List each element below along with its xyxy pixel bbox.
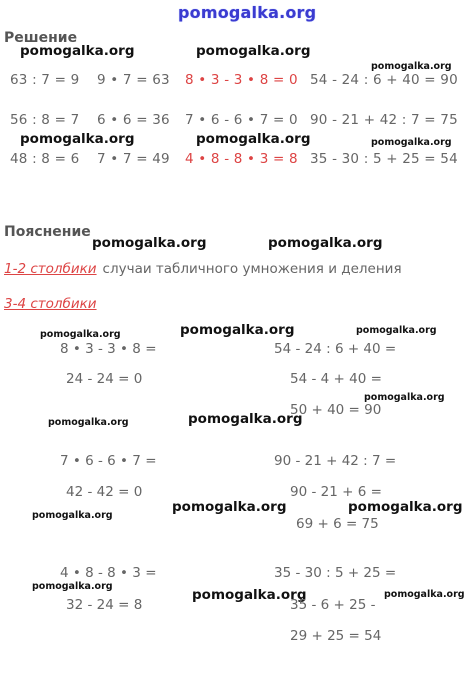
solution-expression: 56 : 8 = 7 [10, 112, 80, 128]
explanation-step: 4 • 8 - 8 • 3 = [60, 565, 157, 581]
watermark: pomogalka.org [40, 329, 121, 340]
solution-expression: 35 - 30 : 5 + 25 = 54 [310, 151, 458, 167]
watermark: pomogalka.org [48, 417, 129, 428]
watermark: pomogalka.org [364, 392, 445, 403]
watermark: pomogalka.org [188, 411, 303, 427]
explanation-step: 69 + 6 = 75 [296, 516, 379, 532]
columns-1-2-link[interactable]: 1-2 столбики [4, 261, 97, 277]
watermark: pomogalka.org [180, 322, 295, 338]
explanation-line [4, 261, 402, 277]
explanation-step: 24 - 24 = 0 [66, 371, 143, 387]
solution-expression: 90 - 21 + 42 : 7 = 75 [310, 112, 458, 128]
explanation-step: 54 - 24 : 6 + 40 = [274, 341, 397, 357]
solution-expression: 7 • 6 - 6 • 7 = 0 [185, 112, 298, 128]
columns-1-2-text: случаи табличного умножения и деления [102, 261, 402, 277]
solution-expression: 7 • 7 = 49 [97, 151, 170, 167]
watermark: pomogalka.org [20, 43, 135, 59]
watermark: pomogalka.org [192, 587, 307, 603]
watermark: pomogalka.org [371, 61, 452, 72]
watermark: pomogalka.org [196, 43, 311, 59]
explanation-step: 29 + 25 = 54 [290, 628, 382, 644]
solution-expression: 6 • 6 = 36 [97, 112, 170, 128]
explanation-line [4, 296, 103, 312]
watermark: pomogalka.org [348, 499, 463, 515]
solution-expression: 48 : 8 = 6 [10, 151, 80, 167]
watermark: pomogalka.org [92, 235, 207, 251]
explanation-step: 90 - 21 + 6 = [290, 484, 382, 500]
explanation-step: 7 • 6 - 6 • 7 = [60, 453, 157, 469]
site-logo: pomogalka.org [178, 3, 317, 22]
solution-expression: 9 • 7 = 63 [97, 72, 170, 88]
watermark: pomogalka.org [268, 235, 383, 251]
explanation-step: 50 + 40 = 90 [290, 402, 382, 418]
explanation-heading: Пояснение [4, 224, 91, 240]
solution-expression: 54 - 24 : 6 + 40 = 90 [310, 72, 458, 88]
explanation-step: 54 - 4 + 40 = [290, 371, 382, 387]
solution-heading: Решение [4, 30, 78, 46]
columns-3-4-link[interactable]: 3-4 столбики [4, 296, 97, 312]
solution-expression: 8 • 3 - 3 • 8 = 0 [185, 72, 298, 88]
watermark: pomogalka.org [371, 137, 452, 148]
watermark: pomogalka.org [172, 499, 287, 515]
explanation-step: 35 - 30 : 5 + 25 = [274, 565, 397, 581]
explanation-step: 42 - 42 = 0 [66, 484, 143, 500]
watermark: pomogalka.org [384, 589, 465, 600]
solution-expression: 4 • 8 - 8 • 3 = 8 [185, 151, 298, 167]
watermark: pomogalka.org [196, 131, 311, 147]
watermark: pomogalka.org [32, 510, 113, 521]
explanation-step: 8 • 3 - 3 • 8 = [60, 341, 157, 357]
watermark: pomogalka.org [32, 581, 113, 592]
watermark: pomogalka.org [20, 131, 135, 147]
watermark: pomogalka.org [356, 325, 437, 336]
solution-expression: 63 : 7 = 9 [10, 72, 80, 88]
explanation-step: 90 - 21 + 42 : 7 = [274, 453, 397, 469]
explanation-step: 35 - 6 + 25 - [290, 597, 376, 613]
explanation-step: 32 - 24 = 8 [66, 597, 143, 613]
